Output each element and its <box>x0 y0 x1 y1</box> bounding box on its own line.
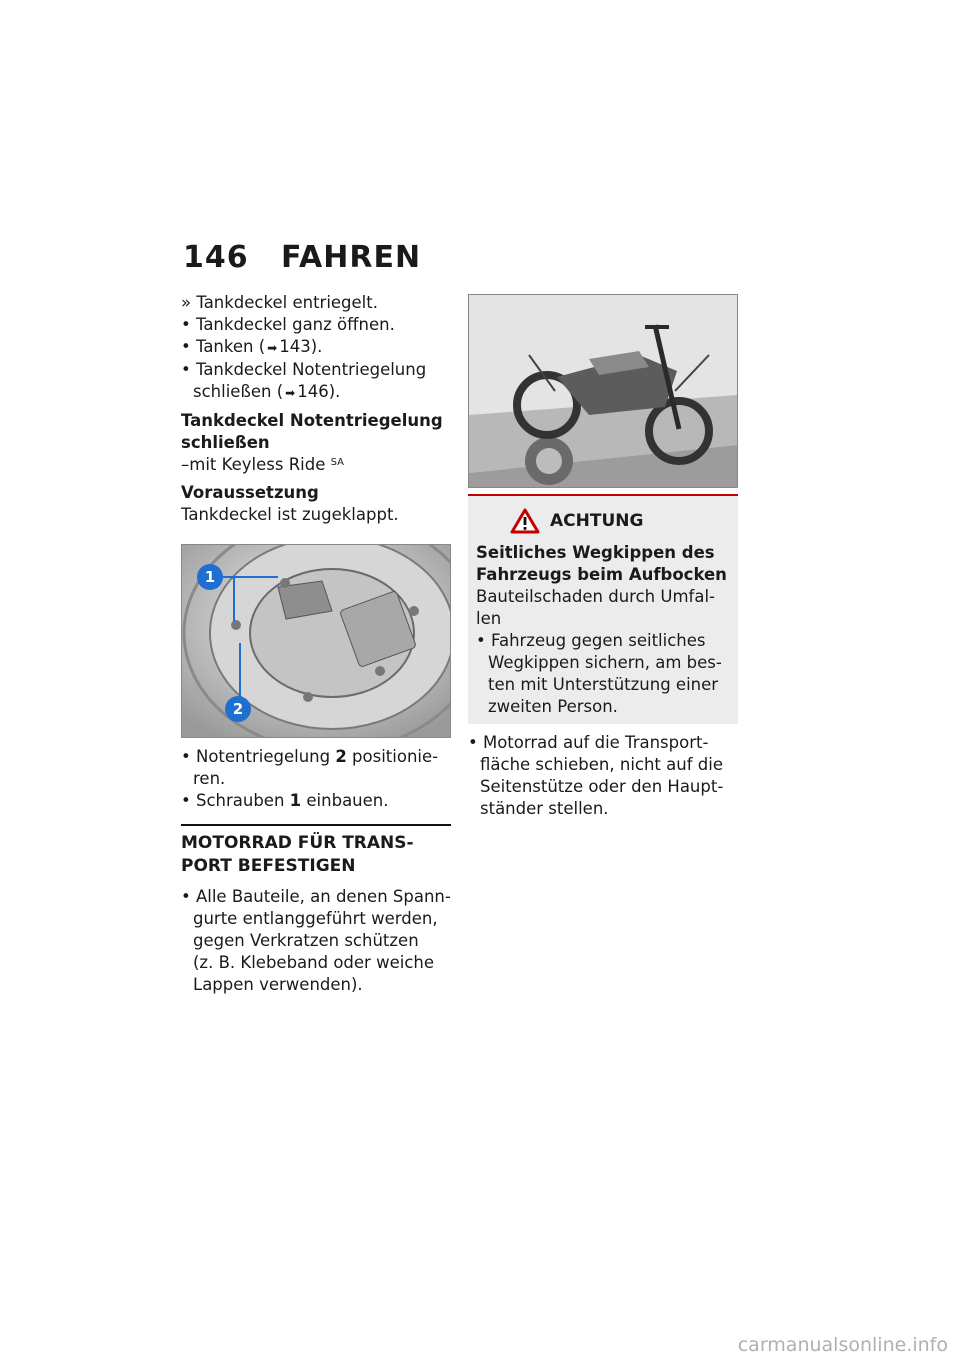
step-unlocked: » Tankdeckel entriegelt. <box>181 293 378 312</box>
callout-2: 2 <box>232 700 244 718</box>
warning-label: ACHTUNG <box>550 511 644 531</box>
warning-box: ACHTUNG Seitliches Wegkippen des Fahrzeugs beim Aufbocken Bauteilschaden durch Umfal- len • Fahrzeug gegen seitliches Wegkippen sichern, am bes- ten mit Unterstützung einer zweiten Person. <box>468 494 738 724</box>
step-refuel: • Tanken ( ➡ 143). <box>181 336 451 359</box>
prerequisite-title: Voraussetzung <box>181 483 319 502</box>
page-number: 146 <box>183 240 249 275</box>
warning-triangle-icon <box>510 508 540 534</box>
page-header <box>183 240 421 275</box>
right-column <box>468 294 738 820</box>
step-screws: • Schrauben 1 einbauen. <box>181 791 389 810</box>
warning-heading <box>476 508 730 534</box>
warning-title: Seitliches Wegkippen des Fahrzeugs beim Aufbocken <box>476 543 727 584</box>
section-title: FAHREN <box>281 240 422 275</box>
step-position-cont: ren. <box>193 769 226 788</box>
left-column <box>181 292 451 996</box>
motorcycle-trailer-figure <box>468 294 738 488</box>
step-open: • Tankdeckel ganz öffnen. <box>181 315 395 334</box>
with-option: –mit Keyless Ride $^{SA}$ <box>181 455 345 474</box>
step-close-emergency-cont: schließen ( ➡ 146). <box>181 381 451 404</box>
motorcycle-on-trailer-illustration <box>469 295 737 487</box>
watermark: carmanualsonline.info <box>737 1334 948 1356</box>
section-heading-transport: MOTORRAD FÜR TRANS- PORT BEFESTIGEN <box>181 824 451 878</box>
arrow-ref-icon: ➡ <box>267 341 278 355</box>
arrow-ref-icon: ➡ <box>285 386 296 400</box>
callout-1: 1 <box>204 568 216 586</box>
step-position: • Notentriegelung 2 positionie- <box>181 747 439 766</box>
prerequisite-text: Tankdeckel ist zugeklappt. <box>181 505 399 524</box>
subsection-title: Tankdeckel Notentriegelung schließen <box>181 411 443 452</box>
tank-cap-figure <box>181 544 451 738</box>
step-close-emergency: • Tankdeckel Notentriegelung <box>181 360 427 379</box>
transport-push-steps: • Motorrad auf die Transport- fläche schieben, nicht auf die Seitenstütze oder den Haupt- ständer stellen. <box>468 733 724 818</box>
tank-cap-illustration <box>182 545 450 737</box>
transport-steps: • Alle Bauteile, an denen Spann- gurte entlanggeführt werden, gegen Verkratzen schützen (z. B. Klebeband oder weiche Lappen verwenden). <box>181 887 451 994</box>
